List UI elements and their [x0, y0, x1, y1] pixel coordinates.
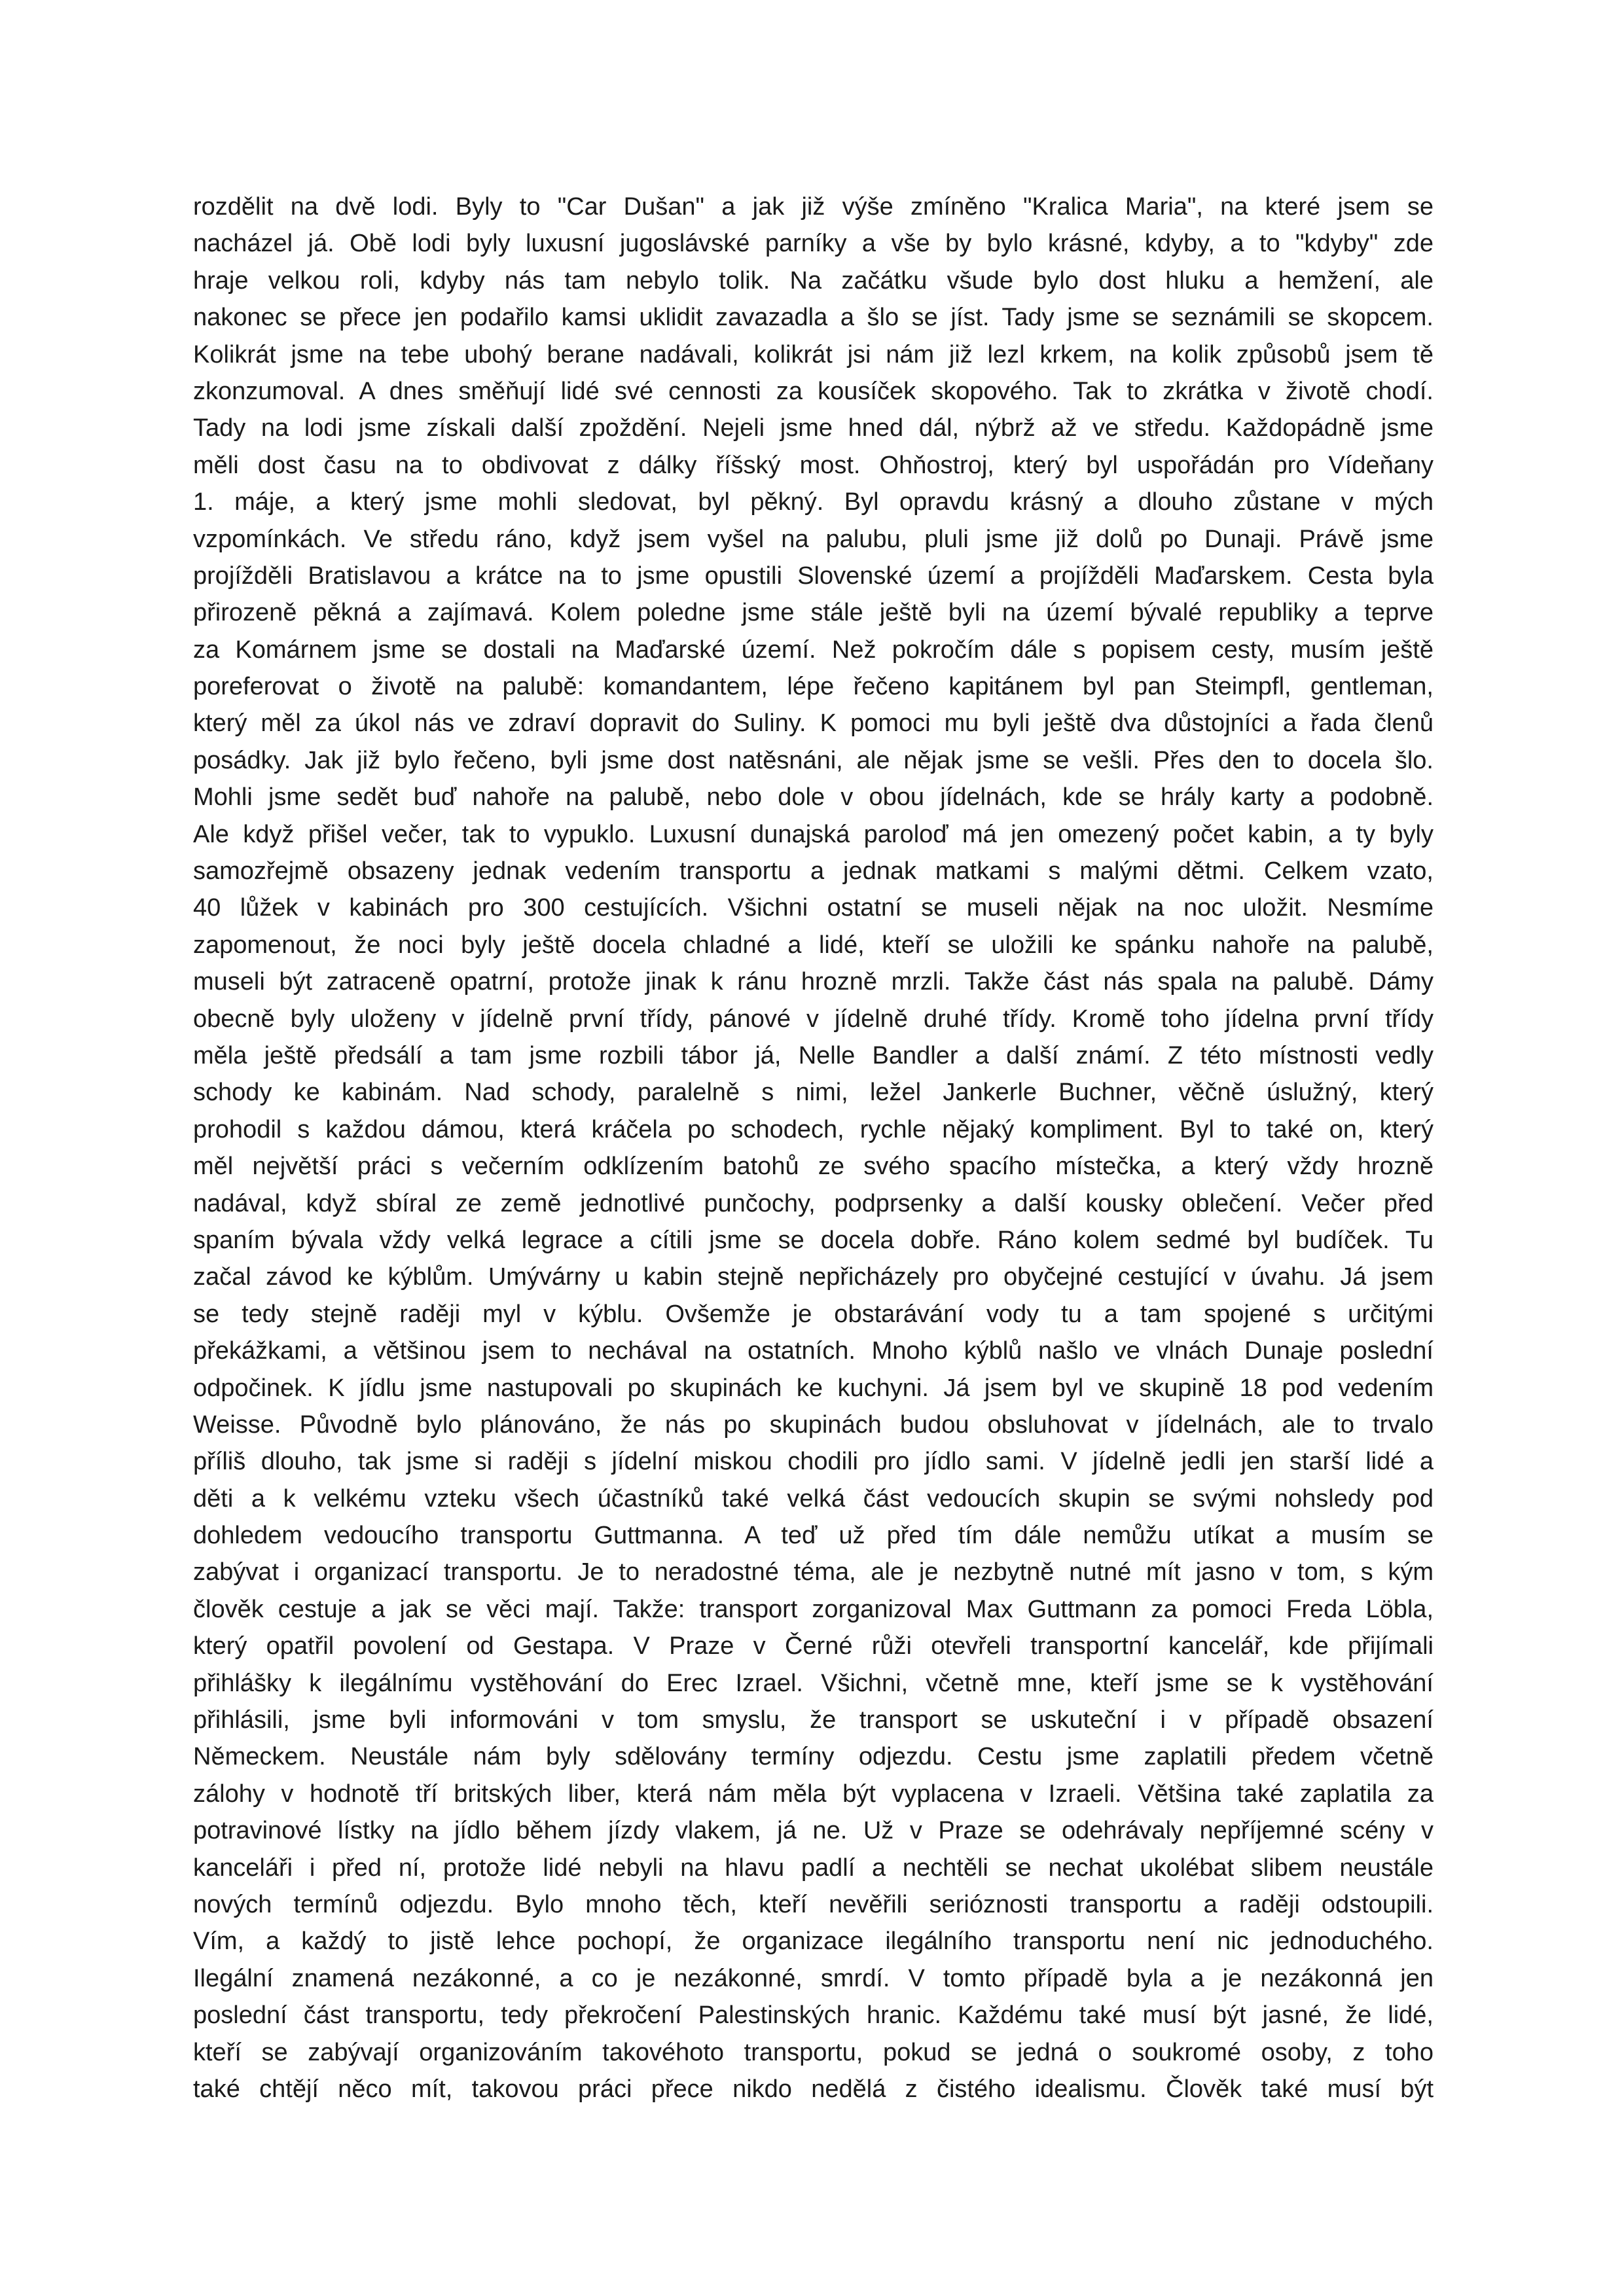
text-line: Mohli jsme sedět buď nahoře na palubě, nebo dole v obou jídelnách, kde se hrály karty a podobně. — [193, 783, 1434, 812]
text-line: obecně byly uloženy v jídelně první třídy, pánové v jídelně druhé třídy. Kromě toho jídelna první třídy — [193, 1005, 1434, 1033]
text-line: který měl za úkol nás ve zdraví dopravit do Suliny. K pomoci mu byli ještě dva důstojníci a řada členů — [193, 709, 1434, 738]
text-line: vzpomínkách. Ve středu ráno, když jsem vyšel na palubu, pluli jsme již dolů po Dunaji. Právě jsme — [193, 525, 1434, 553]
text-line: kanceláři i před ní, protože lidé nebyli na hlavu padlí a nechtěli se nechat ukolébat slibem neustále — [193, 1854, 1434, 1882]
text-line: za Komárnem jsme se dostali na Maďarské území. Než pokročím dále s popisem cesty, musím ještě — [193, 636, 1434, 664]
text-line: nakonec se přece jen podařilo kamsi uklidit zavazadla a šlo se jíst. Tady jsme se seznámili se skopcem. — [193, 304, 1434, 332]
text-line: zkonzumoval. A dnes směňují lidé své cennosti za kousíček skopového. Tak to zkrátka v životě chodí. — [193, 377, 1434, 405]
text-line: nových termínů odjezdu. Bylo mnoho těch, kteří nevěřili serióznosti transportu a raději odstoupili. — [193, 1890, 1434, 1918]
text-line: posádky. Jak již bylo řečeno, byli jsme dost natěsnáni, ale nějak jsme se vešli. Přes den to docela šlo. — [193, 746, 1434, 774]
text-line: dohledem vedoucího transportu Guttmanna. A teď už před tím dále nemůžu utíkat a musím se — [193, 1522, 1434, 1550]
text-line: také chtějí něco mít, takovou práci přece nikdo nedělá z čistého idealismu. Člověk také musí být — [193, 2075, 1434, 2103]
text-line: Kolikrát jsme na tebe ubohý berane nadávali, kolikrát jsi nám již lezl krkem, na kolik způsobů jsem tě — [193, 340, 1434, 368]
text-line: schody ke kabinám. Nad schody, paralelně s nimi, ležel Jankerle Buchner, věčně úslužný, který — [193, 1079, 1434, 1107]
text-line: měl největší práci s večerním odklízením batohů ze svého spacího místečka, a který vždy hrozně — [193, 1153, 1434, 1181]
text-line: poreferovat o životě na palubě: komandantem, lépe řečeno kapitánem byl pan Steimpfl, gentleman, — [193, 673, 1434, 701]
text-line: odpočinek. K jídlu jsme nastupovali po skupinách ke kuchyni. Já jsem byl ve skupině 18 pod vedením — [193, 1374, 1434, 1402]
text-line: Ale když přišel večer, tak to vypuklo. Luxusní dunajská paroloď má jen omezený počet kabin, a ty byly — [193, 820, 1434, 848]
text-line: spaním bývala vždy velká legrace a cítili jsme se docela dobře. Ráno kolem sedmé byl budíček. Tu — [193, 1226, 1434, 1254]
text-line: Ilegální znamená nezákonné, a co je nezákonné, smrdí. V tomto případě byla a je nezákonná jen — [193, 1964, 1434, 1992]
text-line: nacházel já. Obě lodi byly luxusní jugoslávské parníky a vše by bylo krásné, kdyby, a to "kdyby" zde — [193, 230, 1434, 258]
text-line: přihlášky k ilegálnímu vystěhování do Erec Izrael. Všichni, včetně mne, kteří jsme se k vystěhování — [193, 1669, 1434, 1697]
text-line: kteří se zabývají organizováním takovéhoto transportu, pokud se jedná o soukromé osoby, z toho — [193, 2038, 1434, 2066]
text-line: rozdělit na dvě lodi. Byly to "Car Dušan" a jak již výše zmíněno "Kralica Maria", na které jsem se — [193, 193, 1434, 221]
text-line: nadával, když sbíral ze země jednotlivé punčochy, podprsenky a další kousky oblečení. Večer před — [193, 1189, 1434, 1217]
text-line: potravinové lístky na jídlo během jízdy vlakem, já ne. Už v Praze se odehrávaly nepříjemné scény v — [193, 1817, 1434, 1845]
text-line: přirozeně pěkná a zajímavá. Kolem poledne jsme stále ještě byli na území bývalé republiky a teprve — [193, 599, 1434, 627]
text-line: překážkami, a většinou jsem to nechával na ostatních. Mnoho kýblů našlo ve vlnách Dunaje poslední — [193, 1337, 1434, 1365]
body-text — [193, 188, 1434, 2108]
text-line: zabývat i organizací transportu. Je to neradostné téma, ale je nezbytně nutné mít jasno v tom, s kým — [193, 1558, 1434, 1587]
text-line: hraje velkou roli, kdyby nás tam nebylo tolik. Na začátku všude bylo dost hluku a hemžení, ale — [193, 266, 1434, 295]
text-line: Tady na lodi jsme získali další zpoždění. Nejeli jsme hned dál, nýbrž až ve středu. Každopádně jsme — [193, 414, 1434, 442]
text-line: Vím, a každý to jistě lehce pochopí, že organizace ilegálního transportu není nic jednoduchého. — [193, 1928, 1434, 1956]
text-line: samozřejmě obsazeny jednak vedením transportu a jednak matkami s malými dětmi. Celkem vzato, — [193, 857, 1434, 886]
text-line: začal závod ke kýblům. Umývárny u kabin stejně nepřicházely pro obyčejné cestující v úvahu. Já jsem — [193, 1263, 1434, 1291]
text-line: který opatřil povolení od Gestapa. V Praze v Černé růži otevřeli transportní kancelář, kde přijímali — [193, 1632, 1434, 1660]
text-line: člověk cestuje a jak se věci mají. Takže: transport zorganizoval Max Guttmann za pomoci Freda Löbla, — [193, 1595, 1434, 1623]
text-line: Německem. Neustále nám byly sdělovány termíny odjezdu. Cestu jsme zaplatili předem včetně — [193, 1743, 1434, 1771]
text-line: museli být zatraceně opatrní, protože jinak k ránu hrozně mrzli. Takže část nás spala na palubě. Dámy — [193, 968, 1434, 996]
text-line: měla ještě předsálí a tam jsme rozbili tábor já, Nelle Bandler a další známí. Z této místnosti vedly — [193, 1041, 1434, 1069]
text-line: 1. máje, a který jsme mohli sledovat, byl pěkný. Byl opravdu krásný a dlouho zůstane v mých — [193, 488, 1434, 516]
text-line: měli dost času na to obdivovat z dálky říšský most. Ohňostroj, který byl uspořádán pro Vídeňany — [193, 451, 1434, 479]
text-line: zálohy v hodnotě tří britských liber, která nám měla být vyplacena v Izraeli. Většina také zaplatila za — [193, 1780, 1434, 1808]
text-line: poslední část transportu, tedy překročení Palestinských hranic. Každému také musí být jasné, že lidé, — [193, 2001, 1434, 2030]
text-line: projížděli Bratislavou a krátce na to jsme opustili Slovenské území a projížděli Maďarskem. Cesta byla — [193, 562, 1434, 590]
text-line: přihlásili, jsme byli informováni v tom smyslu, že transport se uskuteční i v případě obsazení — [193, 1706, 1434, 1734]
text-line: zapomenout, že noci byly ještě docela chladné a lidé, kteří se uložili ke spánku nahoře na palubě, — [193, 931, 1434, 959]
text-line: 40 lůžek v kabinách pro 300 cestujících. Všichni ostatní se museli nějak na noc uložit. Nesmíme — [193, 894, 1434, 922]
text-line: Weisse. Původně bylo plánováno, že nás po skupinách budou obsluhovat v jídelnách, ale to trvalo — [193, 1410, 1434, 1439]
text-line: příliš dlouho, tak jsme si raději s jídelní miskou chodili pro jídlo sami. V jídelně jedli jen starší lidé a — [193, 1448, 1434, 1476]
text-line: prohodil s každou dámou, která kráčela po schodech, rychle nějaký kompliment. Byl to také on, který — [193, 1115, 1434, 1143]
text-line: děti a k velkému vzteku všech účastníků také velká část vedoucích skupin se svými nohsledy pod — [193, 1484, 1434, 1513]
text-line: se tedy stejně raději myl v kýblu. Ovšemže je obstarávání vody tu a tam spojené s určitými — [193, 1300, 1434, 1328]
